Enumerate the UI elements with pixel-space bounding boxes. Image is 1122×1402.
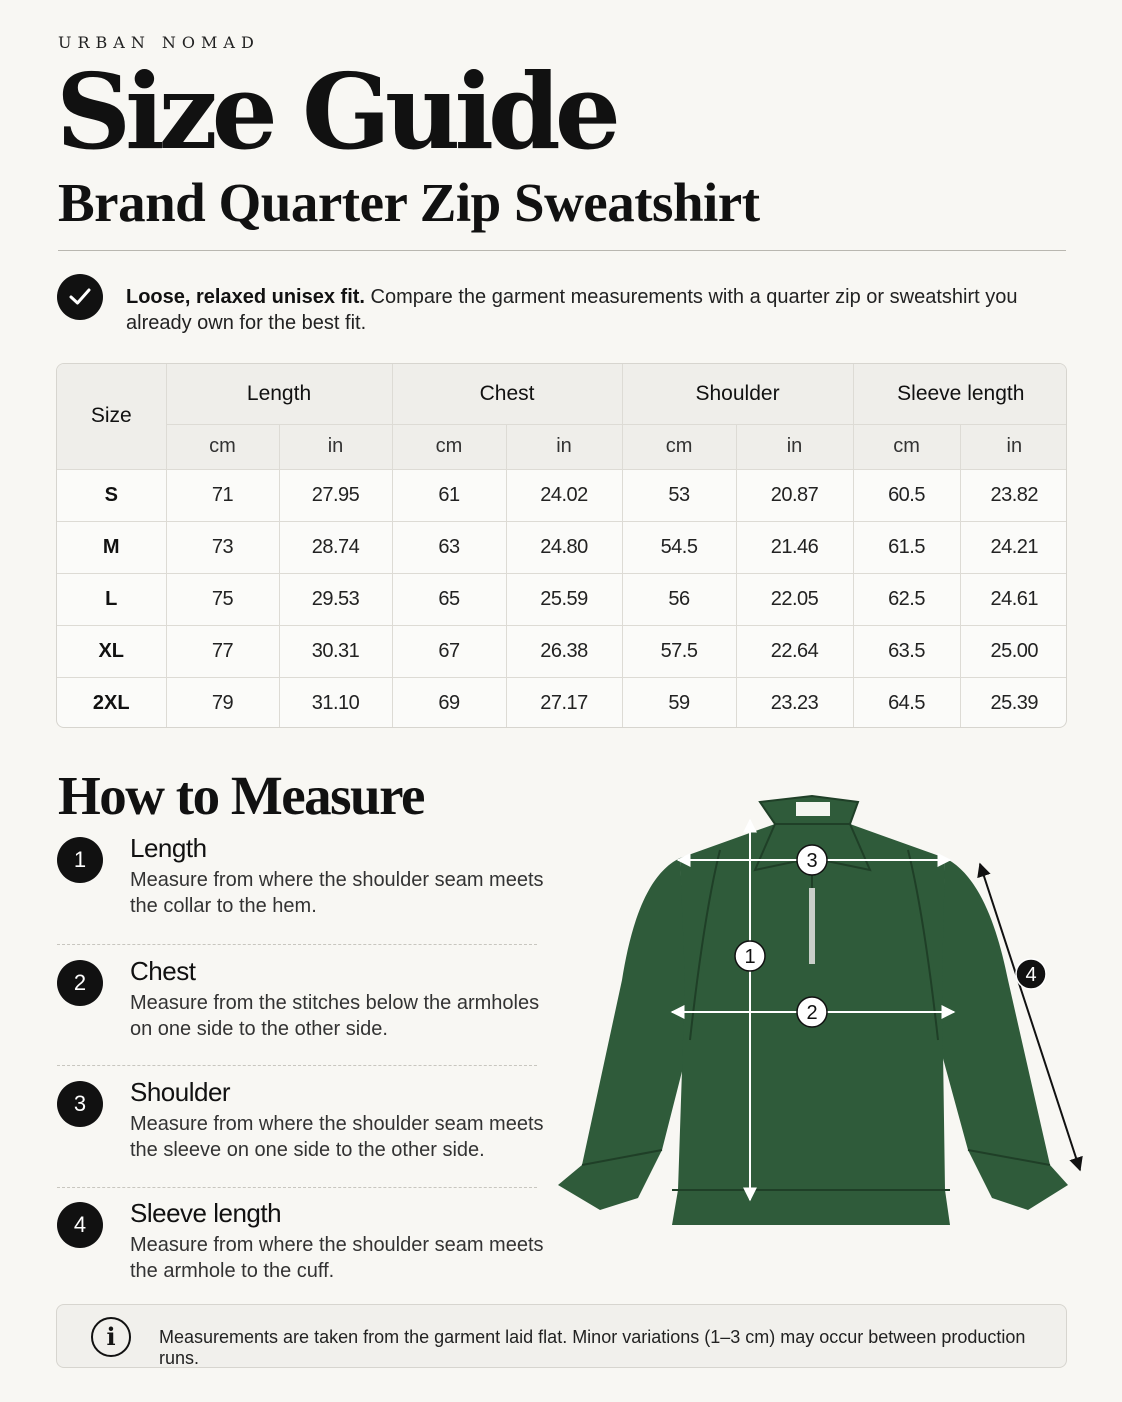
table-cell: 28.74 bbox=[279, 521, 392, 573]
table-cell: 65 bbox=[392, 573, 506, 625]
table-cell: 64.5 bbox=[853, 677, 960, 728]
table-row bbox=[57, 677, 1067, 728]
unit-header: cm bbox=[622, 424, 736, 469]
table-cell: 57.5 bbox=[622, 625, 736, 677]
step-number-badge: 4 bbox=[57, 1202, 103, 1248]
table-cell: 22.64 bbox=[736, 625, 853, 677]
unit-header: cm bbox=[853, 424, 960, 469]
svg-text:1: 1 bbox=[744, 946, 756, 968]
table-cell: 62.5 bbox=[853, 573, 960, 625]
table-row bbox=[57, 469, 1067, 521]
unit-header: cm bbox=[166, 424, 279, 469]
table-cell: 27.95 bbox=[279, 469, 392, 521]
table-cell: 24.80 bbox=[506, 521, 622, 573]
step-divider bbox=[57, 944, 537, 945]
shoulder-header: Shoulder bbox=[622, 364, 853, 424]
table-cell: 71 bbox=[166, 469, 279, 521]
table-cell: 61 bbox=[392, 469, 506, 521]
unit-header: cm bbox=[392, 424, 506, 469]
table-row bbox=[57, 573, 1067, 625]
table-cell: 30.31 bbox=[279, 625, 392, 677]
svg-text:2: 2 bbox=[806, 1002, 818, 1024]
table-cell: 25.59 bbox=[506, 573, 622, 625]
marker-length bbox=[735, 941, 765, 971]
step-title: Sleeve length bbox=[130, 1198, 282, 1228]
step-title: Chest bbox=[130, 956, 196, 986]
size-column-header: Size bbox=[57, 364, 166, 469]
table-cell: 63 bbox=[392, 521, 506, 573]
marker-shoulder bbox=[797, 845, 827, 875]
table-row bbox=[57, 625, 1067, 677]
step-title: Length bbox=[130, 833, 207, 863]
table-cell: 75 bbox=[166, 573, 279, 625]
header-divider bbox=[58, 250, 1066, 251]
step-title: Shoulder bbox=[130, 1077, 231, 1107]
measurement-note bbox=[56, 1304, 1067, 1368]
length-header: Length bbox=[166, 364, 392, 424]
table-cell: 31.10 bbox=[279, 677, 392, 728]
step-divider bbox=[57, 1065, 537, 1066]
neck-label bbox=[796, 802, 830, 816]
table-cell: 20.87 bbox=[736, 469, 853, 521]
table-cell: 24.21 bbox=[960, 521, 1067, 573]
step-divider bbox=[57, 1187, 537, 1188]
step-number-badge: 1 bbox=[57, 837, 103, 883]
table-cell: 53 bbox=[622, 469, 736, 521]
step-description: Measure from where the shoulder seam meets the armhole to the cuff. bbox=[130, 1234, 544, 1282]
size-chart-table bbox=[56, 363, 1067, 728]
table-cell: 60.5 bbox=[853, 469, 960, 521]
table-cell: 25.39 bbox=[990, 691, 1039, 714]
table-cell: 77 bbox=[166, 625, 279, 677]
table-cell: 22.05 bbox=[736, 573, 853, 625]
note-text: Measurements are taken from the garment laid flat. Minor variations (1–3 cm) may occur between production runs. bbox=[159, 1327, 1026, 1368]
table-cell: 69 bbox=[392, 677, 506, 728]
table-cell: 67 bbox=[392, 625, 506, 677]
table-cell: 23.23 bbox=[736, 677, 853, 728]
info-icon: i bbox=[91, 1317, 131, 1357]
step-number-badge: 2 bbox=[57, 960, 103, 1006]
step-description: Measure from where the shoulder seam meets the sleeve on one side to the other side. bbox=[130, 1113, 544, 1161]
table-cell: 24.61 bbox=[960, 573, 1067, 625]
table-cell: 23.82 bbox=[960, 469, 1067, 521]
table-cell: 63.5 bbox=[853, 625, 960, 677]
zipper bbox=[809, 888, 815, 964]
brand-name: URBAN NOMAD bbox=[58, 33, 260, 52]
table-cell: 29.53 bbox=[279, 573, 392, 625]
table-cell: 73 bbox=[166, 521, 279, 573]
step-description: Measure from the stitches below the armholes on one side to the other side. bbox=[130, 992, 540, 1040]
fit-advice: Compare the garment measurements with a quarter zip or sweatshirt you already own for the best fit. bbox=[126, 286, 1018, 334]
sweatshirt-illustration bbox=[550, 780, 1090, 1240]
product-name: Brand Quarter Zip Sweatshirt bbox=[58, 172, 760, 233]
fit-summary: Loose, relaxed unisex fit. bbox=[126, 286, 365, 308]
size-cell: S bbox=[57, 469, 166, 521]
page-title: Size Guide bbox=[56, 50, 615, 173]
step-description: Measure from where the shoulder seam meets the collar to the hem. bbox=[130, 869, 544, 917]
table-cell: 79 bbox=[166, 677, 279, 728]
table-cell: 27.17 bbox=[506, 677, 622, 728]
svg-text:3: 3 bbox=[806, 850, 818, 872]
unit-header: in bbox=[506, 424, 622, 469]
sleeve-length-header: Sleeve length bbox=[853, 364, 1067, 424]
how-to-measure-title: How to Measure bbox=[58, 765, 424, 826]
table-cell: 54.5 bbox=[622, 521, 736, 573]
table-cell: 26.38 bbox=[506, 625, 622, 677]
table-row bbox=[57, 521, 1067, 573]
table-cell: 25.00 bbox=[960, 625, 1067, 677]
chest-header: Chest bbox=[392, 364, 622, 424]
marker-sleeve-length bbox=[1016, 959, 1046, 989]
table-cell: 61.5 bbox=[853, 521, 960, 573]
size-cell: L bbox=[57, 573, 166, 625]
table-cell: 24.02 bbox=[506, 469, 622, 521]
size-cell: 2XL bbox=[57, 677, 166, 728]
check-icon bbox=[57, 274, 103, 320]
unit-header: in bbox=[279, 424, 392, 469]
table-cell: 56 bbox=[622, 573, 736, 625]
fit-description bbox=[126, 284, 1046, 336]
svg-text:4: 4 bbox=[1025, 964, 1037, 986]
unit-header: in bbox=[960, 424, 1067, 469]
table-cell: 21.46 bbox=[736, 521, 853, 573]
unit-header: in bbox=[736, 424, 853, 469]
step-number-badge: 3 bbox=[57, 1081, 103, 1127]
table-cell: 59 bbox=[622, 677, 736, 728]
size-cell: XL bbox=[57, 625, 166, 677]
marker-chest bbox=[797, 997, 827, 1027]
size-cell: M bbox=[57, 521, 166, 573]
